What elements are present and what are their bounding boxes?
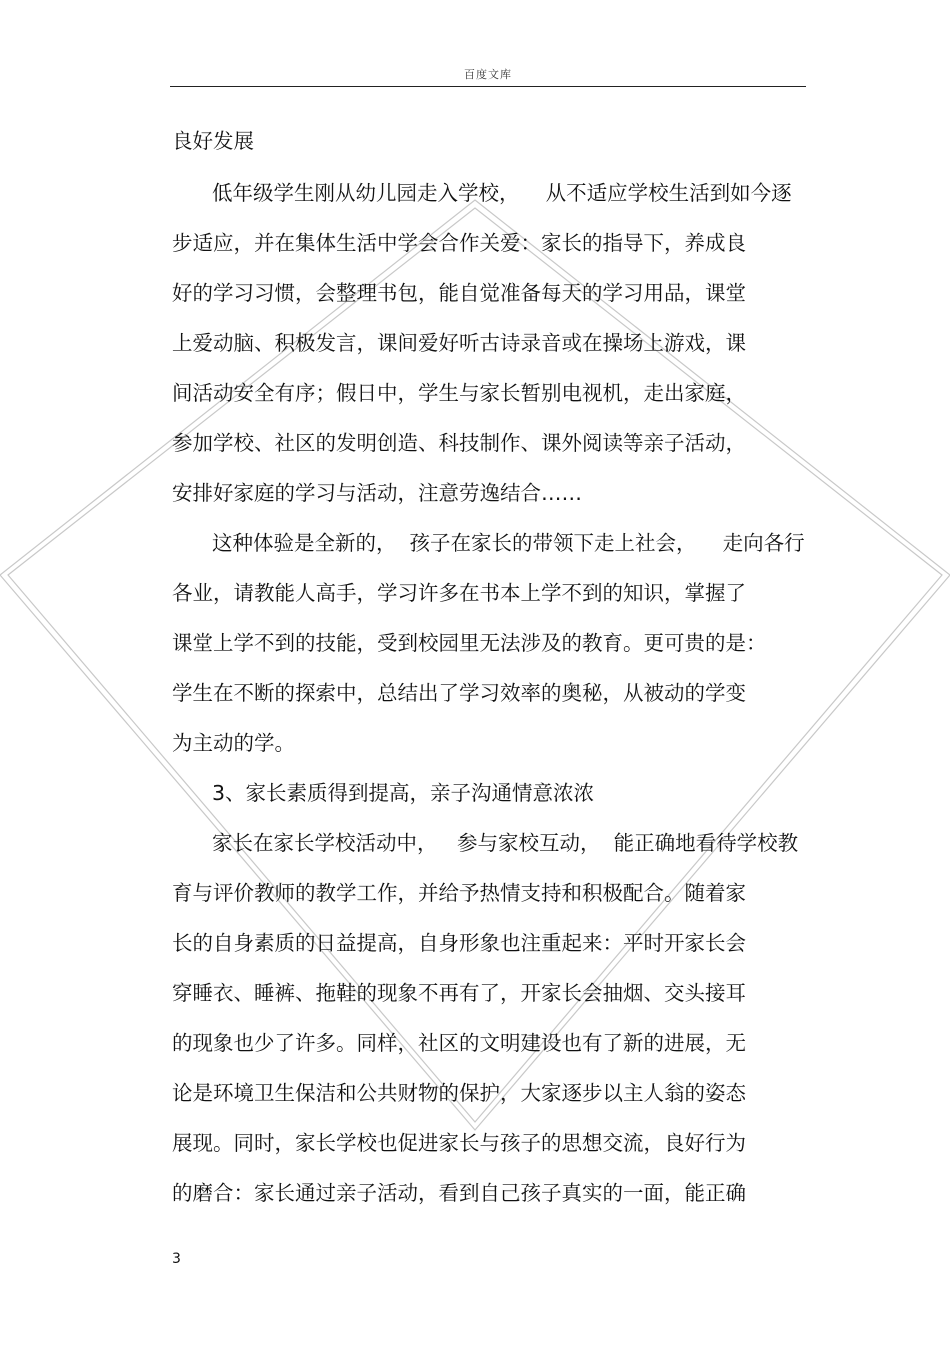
text-line: 步适应，并在集体生活中学会合作关爱：家长的指导下，养成良 [172,231,746,255]
page-number: 3 [172,1251,181,1267]
text-line: 上爱动脑、积极发言，课间爱好听古诗录音或在操场上游戏，课 [172,331,746,355]
header-label: 百度文库 [464,68,512,81]
text-line: 论是环境卫生保洁和公共财物的保护，大家逐步以主人翁的姿态 [172,1081,746,1105]
text-line: 育与评价教师的教学工作，并给予热情支持和积极配合。随着家 [172,881,746,905]
header-divider [170,86,806,87]
text-line: 低年级学生刚从幼儿园走入学校， 从不适应学校生活到如今逐 [212,181,792,205]
text-line: 学生在不断的探索中，总结出了学习效率的奥秘，从被动的学变 [172,681,746,705]
section-heading: 3、家长素质得到提高，亲子沟通情意浓浓 [212,781,595,805]
text-line: 长的自身素质的日益提高，自身形象也注重起来：平时开家长会 [172,931,746,955]
text-line: 安排好家庭的学习与活动，注意劳逸结合…… [172,481,582,505]
text-line: 各业，请教能人高手，学习许多在书本上学不到的知识，掌握了 [172,581,746,605]
text-line: 良好发展 [172,129,254,153]
text-line: 家长在家长学校活动中， 参与家校互动， 能正确地看待学校教 [212,831,799,855]
text-line: 好的学习习惯，会整理书包，能自觉准备每天的学习用品，课堂 [172,281,746,305]
text-line: 的磨合：家长通过亲子活动，看到自己孩子真实的一面，能正确 [172,1181,746,1205]
text-line: 参加学校、社区的发明创造、科技制作、课外阅读等亲子活动， [172,431,746,455]
text-line: 课堂上学不到的技能，受到校园里无法涉及的教育。更可贵的是： [172,631,767,655]
text-line: 展现。同时，家长学校也促进家长与孩子的思想交流，良好行为 [172,1131,746,1155]
text-line: 这种体验是全新的， 孩子在家长的带领下走上社会， 走向各行 [212,531,805,555]
text-line: 的现象也少了许多。同样，社区的文明建设也有了新的进展，无 [172,1031,746,1055]
text-line: 间活动安全有序；假日中，学生与家长暂别电视机，走出家庭， [172,381,746,405]
text-line: 为主动的学。 [172,731,295,755]
text-line: 穿睡衣、睡裤、拖鞋的现象不再有了，开家长会抽烟、交头接耳 [172,981,746,1005]
